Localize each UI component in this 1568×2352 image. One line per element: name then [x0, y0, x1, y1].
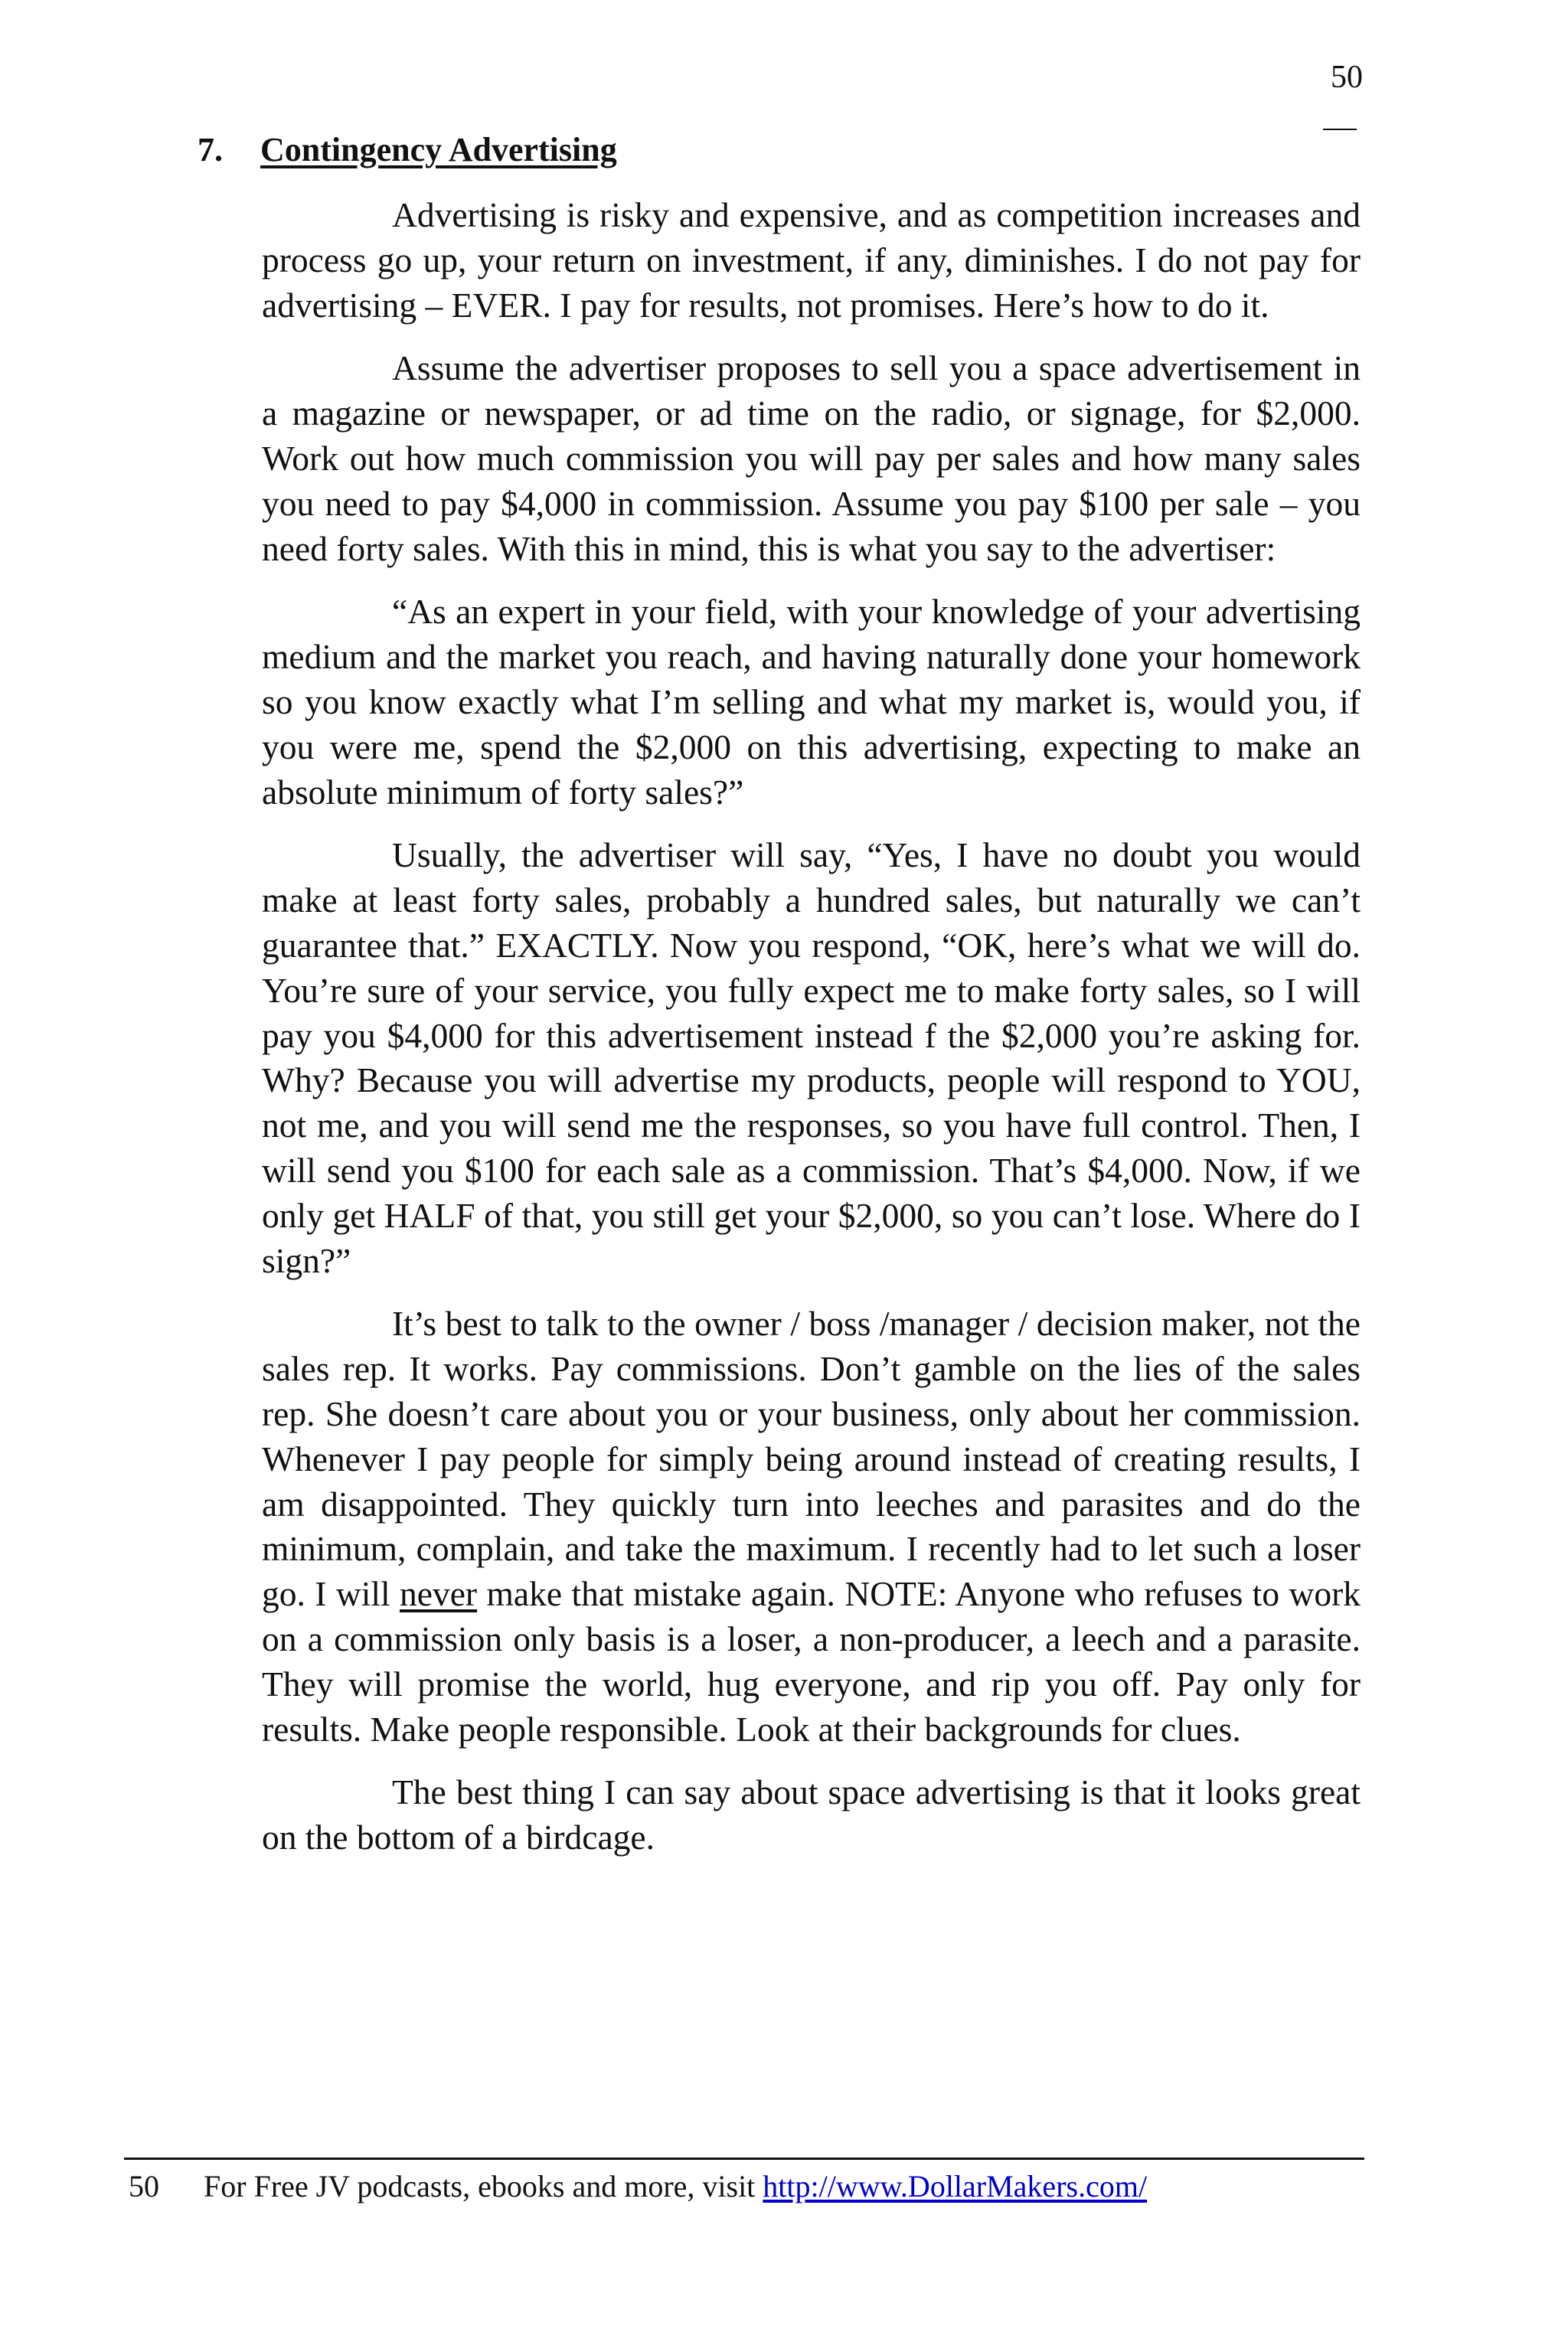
section-heading: [198, 130, 617, 171]
page-number: 50: [1331, 60, 1363, 95]
emphasis-never: never: [400, 1574, 478, 1614]
paragraph-1: Advertising is risky and expensive, and as competition increases and process go up, your return on investment, if any, diminishes. I do not pay for advertising – EVER. I pay for results, not promises. Here’s how to do it.: [262, 195, 1361, 325]
footer-rule: [124, 2158, 1364, 2160]
paragraph-4: Usually, the advertiser will say, “Yes, I have no doubt you would make at least forty sales, probably a hundred sales, but naturally we can’t guarantee that.” EXACTLY. Now you respond, “OK, here’s what we will do. You’re sure of your service, you fully expect me to make forty sales, so I will pay you $4,000 for this advertisement instead f the $2,000 you’re asking for. Why? Because you will advertise my products, people will respond to YOU, not me, and you will send me the responses, so you have full control. Then, I will send you $100 for each sale as a commission. That’s $4,000. Now, if we only get HALF of that, you still get your $2,000, so you can’t lose. Where do I sign?”: [262, 835, 1361, 1280]
paragraph-6: The best thing I can say about space advertising is that it looks great on the bottom of a birdcage.: [262, 1772, 1361, 1857]
page-number-rule: [1323, 129, 1357, 130]
footer-text: For Free JV podcasts, ebooks and more, visit: [204, 2169, 763, 2203]
body-text: [262, 193, 1361, 1860]
footer: [129, 2164, 1147, 2210]
paragraph-5: [262, 1302, 1361, 1752]
paragraph-2: Assume the advertiser proposes to sell you a space advertisement in a magazine or newspaper, or ad time on the radio, or signage, for $2,000. Work out how much commission you will pay per sales and how many sales you need to pay $4,000 in commission. Assume you pay $100 per sale – you need forty sales. With this in mind, this is what you say to the advertiser:: [262, 348, 1361, 568]
section-title: Contingency Advertising: [260, 131, 617, 168]
paragraph-5-text-before: It’s best to talk to the owner / boss /manager / decision maker, not the sales rep. It works. Pay commissions. Don’t gamble on the lies of the sales rep. She doesn’t care about you or your business, only about her commission. Whenever I pay people for simply being around instead of creating results, I am disappointed. They quickly turn into leeches and parasites and do the minimum, complain, and take the maximum. I recently had to let such a loser go. I will: [262, 1304, 1361, 1614]
footer-page-number: 50: [129, 2169, 159, 2203]
paragraph-3: “As an expert in your field, with your knowledge of your advertising medium and the market you reach, and having naturally done your homework so you know exactly what I’m selling and what my market is, would you, if you were me, spend the $2,000 on this advertising, expecting to make an absolute minimum of forty sales?”: [262, 592, 1361, 812]
section-number: 7.: [198, 131, 223, 168]
paragraph-5-text-after: make that mistake again. NOTE: Anyone who refuses to work on a commission only basis is a loser, a non-producer, a leech and a parasite. They will promise the world, hug everyone, and rip you off. Pay only for results. Make people responsible. Look at their backgrounds for clues.: [262, 1574, 1361, 1749]
footer-link[interactable]: http://www.DollarMakers.com/: [763, 2169, 1148, 2203]
